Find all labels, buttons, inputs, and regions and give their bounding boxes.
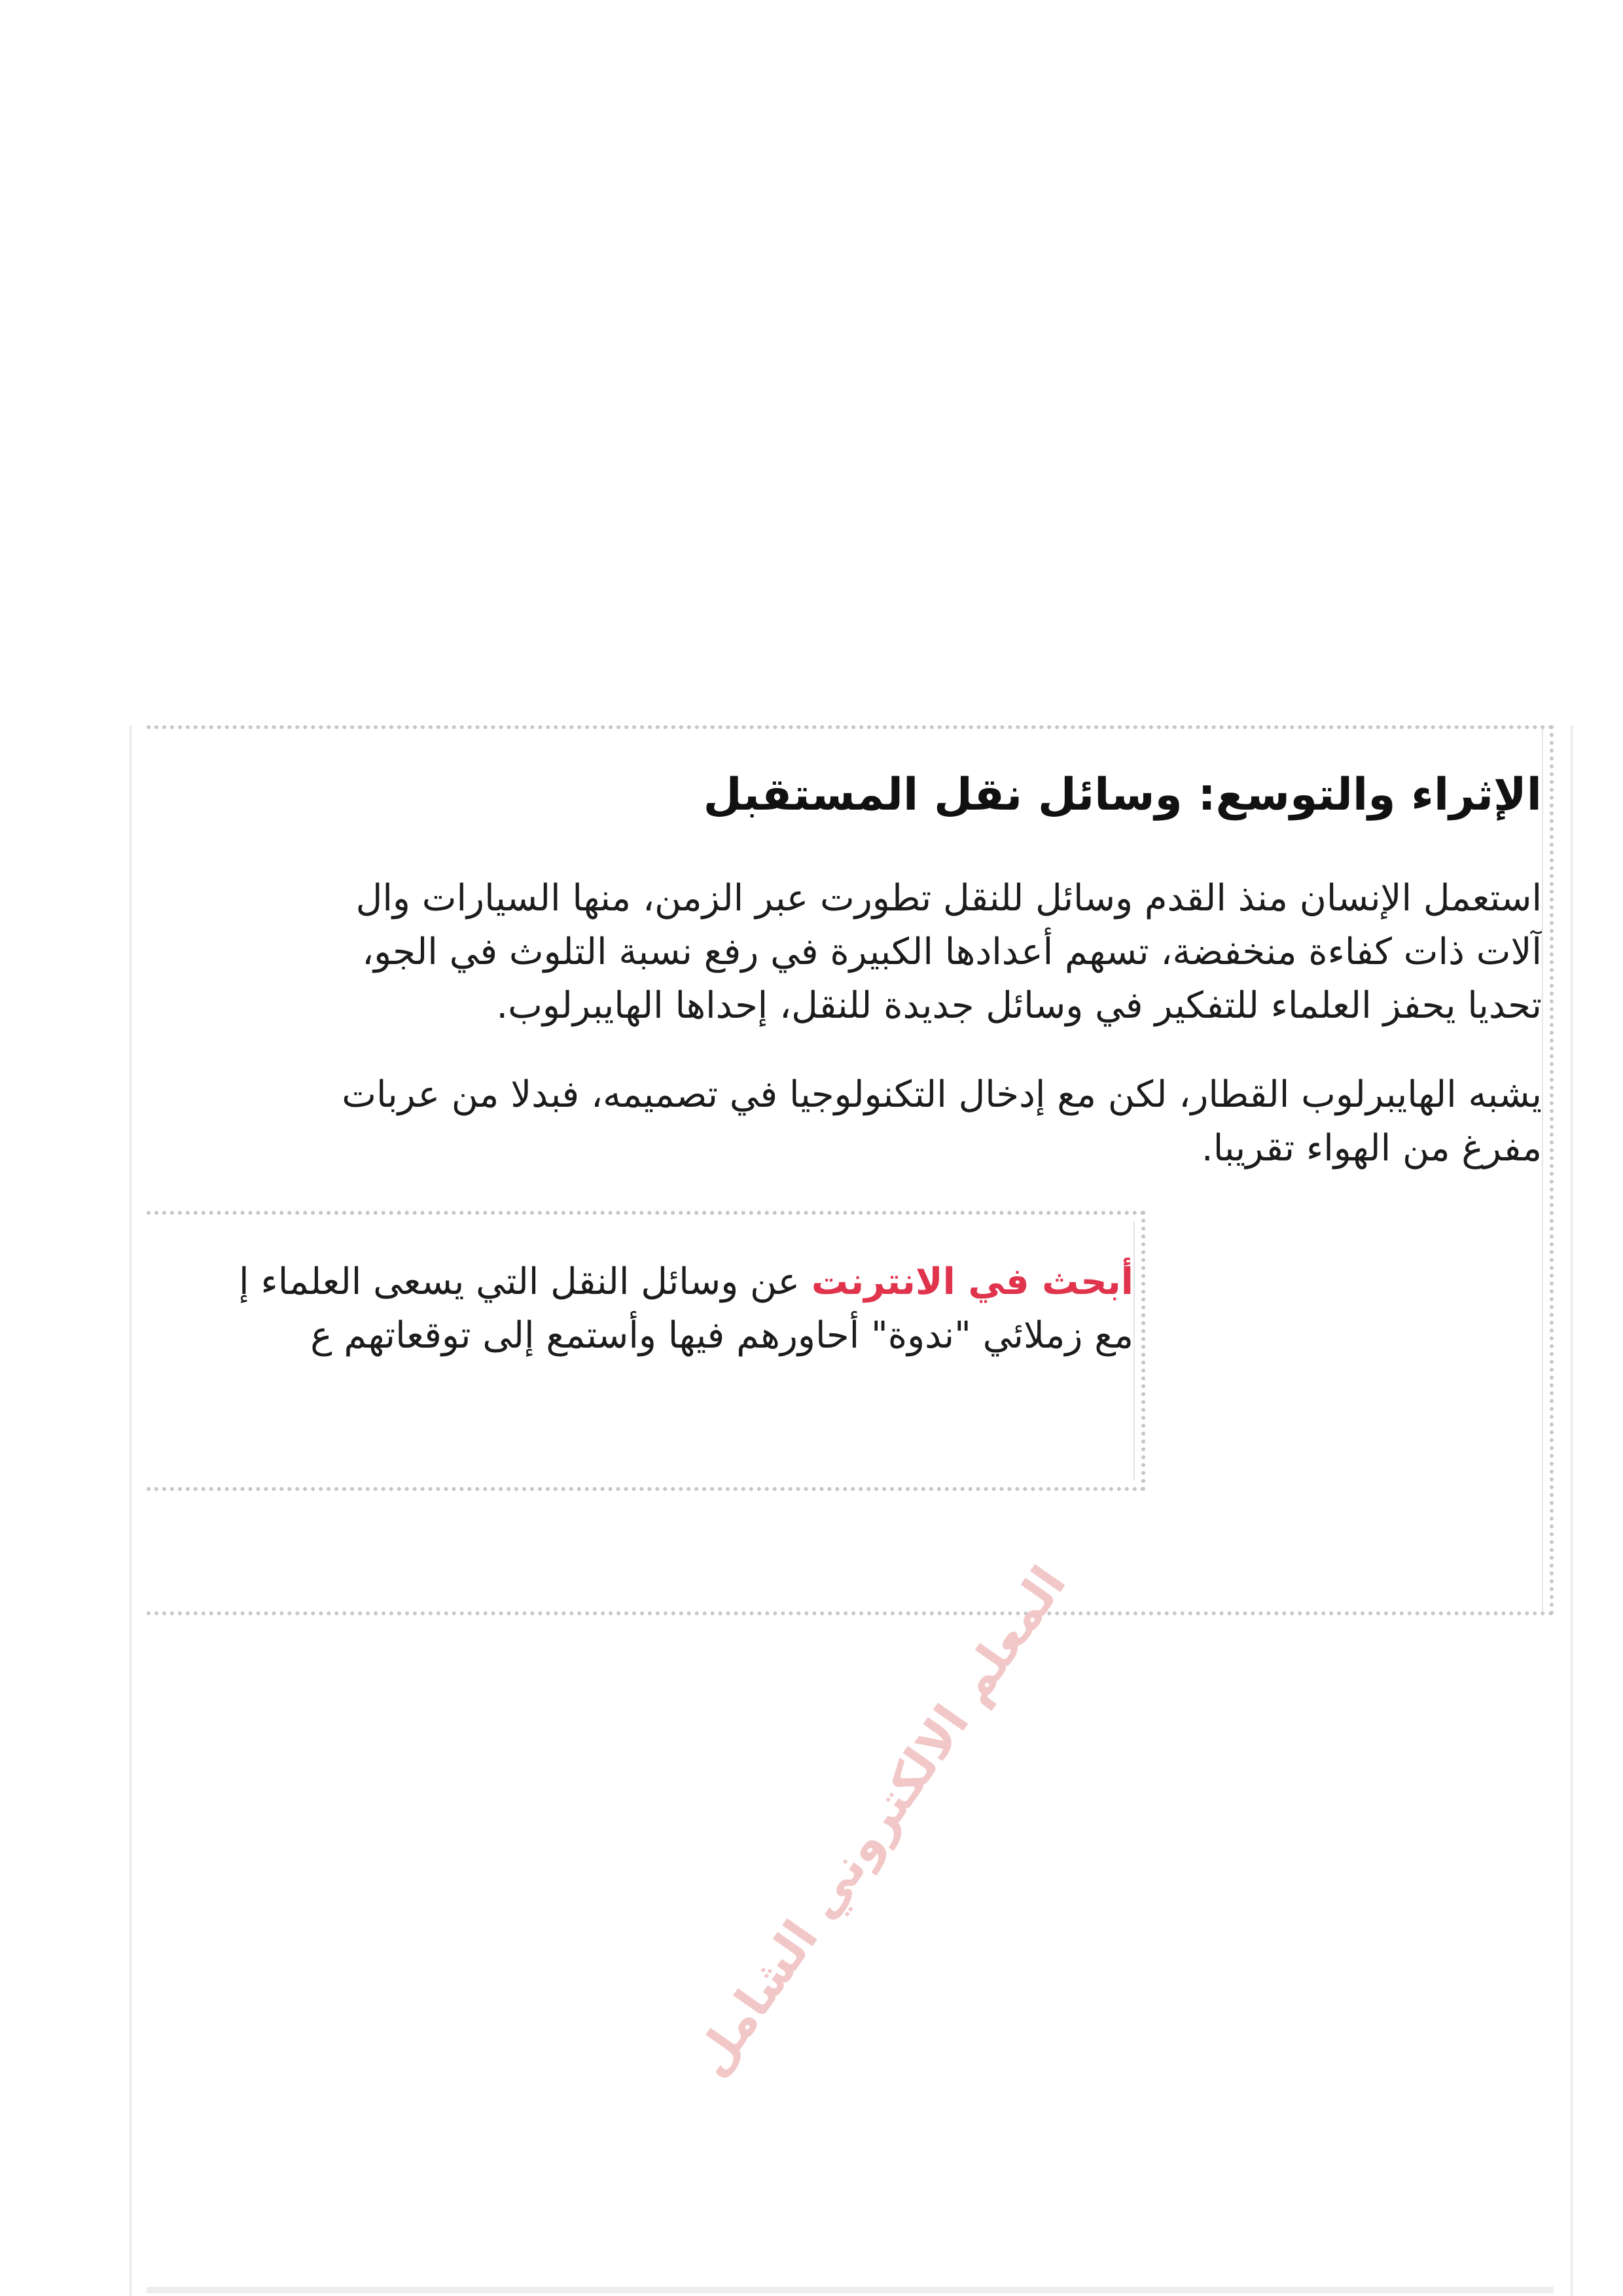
paragraph-line: آلات ذات كفاءة منخفضة، تسهم أعدادها الكبيرة في رفع نسبة التلوث في الجو، [362, 931, 1542, 973]
paragraph-transport-history [356, 872, 1542, 1033]
paragraph-line: يشبه الهايبرلوب القطار، لكن مع إدخال التكنولوجيا في تصميمه، فبدلا من عربات [342, 1073, 1542, 1116]
bottom-rule [147, 2287, 1554, 2293]
page-edge-right [1571, 725, 1573, 2296]
section-title: الإثراء والتوسع: وسائل نقل المستقبل [703, 769, 1542, 821]
research-instructions [239, 1255, 1133, 1363]
research-line-2: مع زملائي "ندوة" أحاورهم فيها وأستمع إلى توقعاتهم ع [310, 1314, 1133, 1357]
research-line-1-rest: عن وسائل النقل التي يسعى العلماء إ [239, 1261, 812, 1303]
paragraph-line: تحديا يحفز العلماء للتفكير في وسائل جديدة للنقل، إحداها الهايبرلوب. [496, 984, 1542, 1027]
research-line-1 [239, 1255, 1133, 1309]
research-highlight: أبحث في الانترنت [811, 1261, 1133, 1303]
paragraph-line: مفرغ من الهواء تقريبا. [1201, 1127, 1542, 1170]
research-activity-box [147, 1211, 1145, 1491]
page-edge-left [130, 725, 132, 2296]
watermark-text: المعلم الالكتروني الشامل [682, 1556, 1077, 2087]
paragraph-hyperloop [342, 1068, 1542, 1175]
paragraph-line: استعمل الإنسان منذ القدم وسائل للنقل تطورت عبر الزمن، منها السيارات وال [355, 877, 1542, 920]
